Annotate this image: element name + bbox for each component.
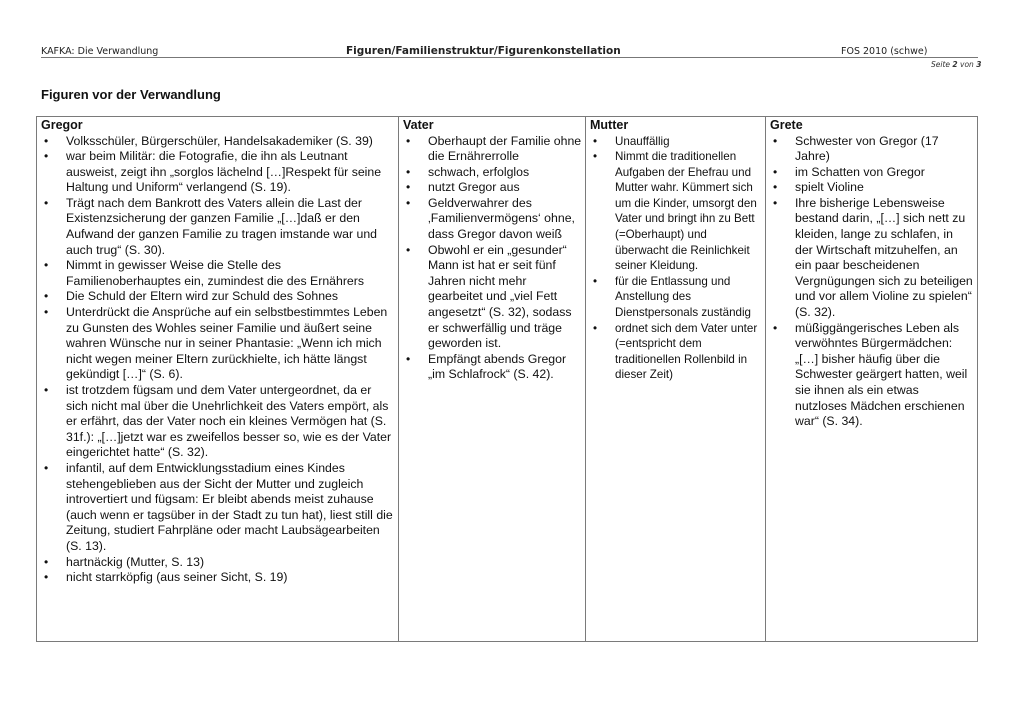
list-item: • ist trotzdem fügsam und dem Vater untergeordnet, da er sich nicht mal über die Unehrlichkeit des Vaters empört, als er erfährt, das der Vater noch ein kleines Vermögen hat (S. 31f.): „[…]jetzt war es zweifellos besser so, wie es der Vater eingerichtet hatte“ (S. 32). xyxy=(41,383,395,461)
list-item: • Die Schuld der Eltern wird zur Schuld des Sohnes xyxy=(41,289,395,305)
column-title: Mutter xyxy=(590,118,629,132)
column-grete xyxy=(766,117,978,642)
list-item: • infantil, auf dem Entwicklungsstadium eines Kindes stehengeblieben aus der Sicht der Mutter und zugleich introvertiert und fügsam: Er bleibt abends meist zuhause (auch wenn er tagsüber in der Stadt zu tun hat), liest still die Zeitung, studiert Fahrpläne oder macht Laubsägearbeiten (S. 13). xyxy=(41,461,395,555)
column-gregor xyxy=(37,117,399,642)
list-item: • Oberhaupt der Familie ohne die Ernährerrolle xyxy=(403,134,582,165)
item-list xyxy=(41,134,395,586)
list-item: • Schwester von Gregor (17 Jahre) xyxy=(770,134,974,165)
figures-table xyxy=(36,116,978,642)
header-title: Figuren/Familienstruktur/Figurenkonstellation xyxy=(346,45,621,57)
list-item: • Trägt nach dem Bankrott des Vaters allein die Last der Existenzsicherung der ganzen Familie „[…]daß er den Aufwand der ganzen Familie zu tragen imstande war und auch trug“ (S. 30). xyxy=(41,196,395,258)
list-item: • Empfängt abends Gregor „im Schlafrock“ (S. 42). xyxy=(403,352,582,383)
column-mutter xyxy=(586,117,766,642)
list-item: • war beim Militär: die Fotografie, die ihn als Leutnant ausweist, zeigt ihn „sorglos lächelnd […]Respekt für seine Haltung und Uniform“ verlangend (S. 19). xyxy=(41,149,395,196)
column-title: Grete xyxy=(770,118,803,132)
list-item: • spielt Violine xyxy=(770,180,974,196)
header-right: FOS 2010 (schwe) xyxy=(841,46,928,57)
list-item: • ordnet sich dem Vater unter (=entspricht dem traditionellen Rollenbild in dieser Zeit) xyxy=(590,321,762,383)
page-total: 3 xyxy=(976,60,982,69)
list-item: • Volksschüler, Bürgerschüler, Handelsakademiker (S. 39) xyxy=(41,134,395,150)
item-list xyxy=(590,134,762,384)
page-current: 2 xyxy=(952,60,958,69)
section-title: Figuren vor der Verwandlung xyxy=(41,87,221,102)
list-item: • Unauffällig xyxy=(590,134,762,150)
list-item: • Nimmt die traditionellen Aufgaben der Ehefrau und Mutter wahr. Kümmert sich um die Kinder, umsorgt den Vater und bringt ihn zu Bett (=Oberhaupt) und überwacht die Reinlichkeit seiner Kleidung. xyxy=(590,149,762,274)
list-item: • müßiggängerisches Leben als verwöhntes Bürgermädchen: „[…] bisher häufig über die Schwester geärgert hatten, weil sie ihnen als ein etwas nutzloses Mädchen erschienen war“ (S. 34). xyxy=(770,321,974,430)
list-item: • nicht starrköpfig (aus seiner Sicht, S. 19) xyxy=(41,570,395,586)
list-item: • Ihre bisherige Lebensweise bestand darin, „[…] sich nett zu kleiden, lange zu schlafen, in der Wirtschaft mitzuhelfen, an ein paar bescheidenen Vergnügungen sich zu beteiligen und vor allem Violine zu spielen“ (S. 32). xyxy=(770,196,974,321)
column-vater xyxy=(399,117,586,642)
list-item: • für die Entlassung und Anstellung des Dienstpersonals zuständig xyxy=(590,274,762,321)
list-item: • nutzt Gregor aus xyxy=(403,180,582,196)
page-prefix: Seite xyxy=(931,60,951,69)
list-item: • Geldverwahrer des ‚Familienvermögens‘ ohne, dass Gregor davon weiß xyxy=(403,196,582,243)
column-title: Gregor xyxy=(41,118,83,132)
header-rule xyxy=(41,57,978,58)
header-left: KAFKA: Die Verwandlung xyxy=(41,46,159,57)
item-list xyxy=(770,134,974,430)
column-title: Vater xyxy=(403,118,434,132)
item-list xyxy=(403,134,582,384)
list-item: • Unterdrückt die Ansprüche auf ein selbstbestimmtes Leben zu Gunsten des Wohles seiner Familie und äußert seine wahren Wünsche nur in seiner Phantasie: „Wenn ich mich nicht wegen meiner Eltern zurückhielte, ich hätte längst gekündigt […]“ (S. 6). xyxy=(41,305,395,383)
list-item: • schwach, erfolglos xyxy=(403,165,582,181)
page-number xyxy=(931,60,981,69)
list-item: • Nimmt in gewisser Weise die Stelle des Familienoberhauptes ein, zumindest die des Ernährers xyxy=(41,258,395,289)
list-item: • Obwohl er ein „gesunder“ Mann ist hat er seit fünf Jahren nicht mehr gearbeitet und „viel Fett angesetzt“ (S. 32), sodass er schwerfällig und träge geworden ist. xyxy=(403,243,582,352)
list-item: • im Schatten von Gregor xyxy=(770,165,974,181)
page-mid: von xyxy=(960,60,974,69)
list-item: • hartnäckig (Mutter, S. 13) xyxy=(41,555,395,571)
